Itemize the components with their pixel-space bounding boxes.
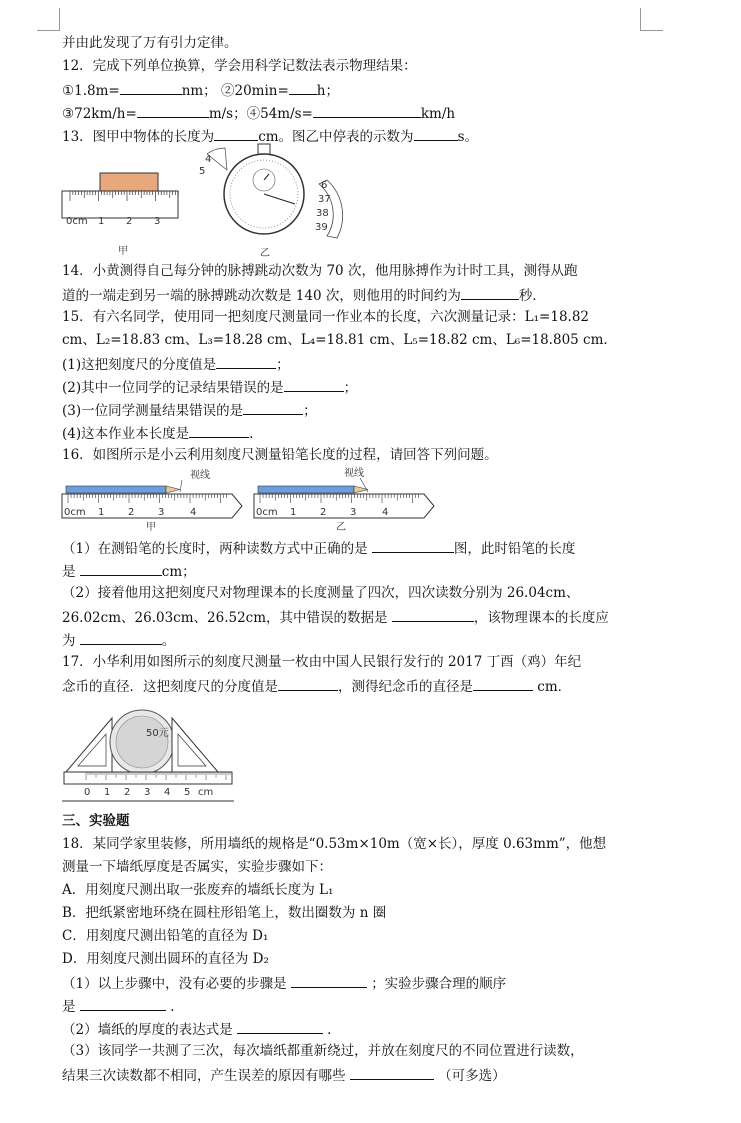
section-heading-experiments: 三、实验题 bbox=[62, 813, 130, 829]
question-16-2: （2）接着他用这把刻度尺对物理课本的长度测量了四次，四次读数分别为 26.04cm、 bbox=[62, 585, 580, 601]
tick-label: 6 bbox=[321, 180, 328, 191]
tick-label: 3 bbox=[144, 787, 151, 798]
tick-label: 2 bbox=[128, 507, 135, 518]
sightline-label: 视线 bbox=[190, 470, 210, 481]
step-b: B．把纸紧密地环绕在圆柱形铅笔上，数出圈数为 n 圈 bbox=[62, 905, 387, 921]
pencil bbox=[258, 486, 354, 493]
tick-label: 38 bbox=[316, 208, 329, 219]
tick-label: 2 bbox=[124, 787, 131, 798]
tick-label: 1 bbox=[98, 507, 105, 518]
question-18-3: （3）该同学一共测了三次，每次墙纸都重新绕过，并放在刻度尺的不同位置进行读数， bbox=[62, 1043, 584, 1059]
set-square-left bbox=[66, 718, 112, 772]
tick-label: 3 bbox=[350, 507, 357, 518]
answer-blank[interactable] bbox=[137, 103, 209, 118]
figure-13-stopwatch bbox=[195, 140, 360, 260]
tick-label: 0cm bbox=[256, 507, 278, 518]
crop-mark-top-right bbox=[640, 8, 663, 31]
figure-caption: 甲 bbox=[118, 246, 128, 257]
question-16: 16．如图所示是小云利用刻度尺测量铅笔长度的过程，请回答下列问题。 bbox=[62, 447, 498, 463]
question-15-cont: cm、L₂=18.83 cm、L₃=18.28 cm、L₄=18.81 cm、L₅=18.82 cm、L₆=18.805 cm． bbox=[62, 332, 617, 348]
answer-blank[interactable] bbox=[243, 400, 303, 415]
step-d: D．用刻度尺测出圆环的直径为 D₂ bbox=[62, 951, 269, 967]
question-18-cont: 测量一下墙纸厚度是否属实，实验步骤如下： bbox=[62, 859, 332, 875]
answer-blank[interactable] bbox=[237, 1019, 323, 1034]
question-15-3: (3)一位同学测量结果错误的是 ； bbox=[62, 400, 317, 420]
crop-mark-top-left bbox=[37, 8, 60, 31]
measured-block bbox=[100, 173, 158, 191]
ruler bbox=[254, 494, 434, 518]
answer-blank[interactable] bbox=[284, 377, 344, 392]
question-12: 12．完成下列单位换算，学会用科学记数法表示物理结果： bbox=[62, 58, 417, 74]
tick-label: 3 bbox=[158, 507, 165, 518]
answer-blank[interactable] bbox=[313, 103, 421, 118]
question-16-1: （1）在测铅笔的长度时，两种读数方式中正确的是 图，此时铅笔的长度 bbox=[62, 538, 575, 558]
figure-17-coin bbox=[60, 698, 240, 806]
question-18: 18．某同学家里装修，所用墙纸的规格是“0.53m×10m（宽×长），厚度 0.63mm”，他想 bbox=[62, 836, 607, 852]
set-square-right bbox=[172, 718, 218, 772]
stopwatch-crown bbox=[258, 144, 270, 154]
question-18-2: （2）墙纸的厚度的表达式是 . bbox=[62, 1019, 331, 1039]
tick-label: 37 bbox=[318, 194, 331, 205]
question-18-1: （1）以上步骤中，没有必要的步骤是 ；实验步骤合理的顺序 bbox=[62, 973, 506, 993]
answer-blank[interactable] bbox=[80, 561, 162, 576]
sightline-label: 视线 bbox=[344, 468, 364, 479]
figure-caption: 甲 bbox=[146, 522, 156, 532]
tick-label: 1 bbox=[98, 216, 105, 227]
answer-blank[interactable] bbox=[372, 538, 454, 553]
tick-label: 4 bbox=[164, 787, 171, 798]
tick-label: cm bbox=[198, 787, 214, 798]
question-15-1: (1)这把刻度尺的分度值是 ； bbox=[62, 354, 290, 374]
question-12-part2: ③72km/h= m/s；④54m/s= km/h bbox=[62, 103, 455, 123]
question-15-2: (2)其中一位同学的记录结果错误的是 ； bbox=[62, 377, 357, 397]
tick-label: 2 bbox=[126, 216, 133, 227]
figure-caption: 乙 bbox=[336, 522, 346, 532]
tick-label: 0cm bbox=[66, 216, 88, 227]
ruler bbox=[62, 494, 242, 518]
answer-blank[interactable] bbox=[289, 80, 317, 95]
answer-blank[interactable] bbox=[350, 1065, 434, 1080]
tick-label: 4 bbox=[190, 507, 197, 518]
tick-label: 1 bbox=[104, 787, 111, 798]
question-15: 15．有六名同学，使用同一把刻度尺测量同一作业本的长度，六次测量记录：L₁=18.82 bbox=[62, 309, 590, 325]
answer-blank[interactable] bbox=[80, 996, 166, 1011]
figure-16-pencils bbox=[60, 466, 440, 532]
tick-label: 0 bbox=[84, 787, 91, 798]
sightline bbox=[180, 480, 182, 492]
question-17: 17．小华利用如图所示的刻度尺测量一枚由中国人民银行发行的 2017 丁酉（鸡）年纪 bbox=[62, 654, 582, 670]
question-18-3-cont: 结果三次读数都不相同，产生误差的原因有哪些 （可多选） bbox=[62, 1065, 506, 1085]
tick-label: 3 bbox=[154, 216, 161, 227]
pencil-tip bbox=[166, 486, 180, 493]
step-a: A．用刻度尺测出取一张废弃的墙纸长度为 L₁ bbox=[62, 882, 334, 898]
pencil bbox=[66, 486, 166, 493]
figure-16-yi bbox=[254, 466, 434, 532]
coin-inner bbox=[116, 716, 168, 768]
answer-blank[interactable] bbox=[473, 676, 533, 691]
answer-blank[interactable] bbox=[80, 630, 162, 645]
question-14-cont: 道的一端走到另一端的脉搏跳动次数是 140 次，则他用的时间约为 秒． bbox=[62, 285, 546, 305]
figure-16-jia bbox=[62, 468, 242, 532]
step-c: C．用刻度尺测出铅笔的直径为 D₁ bbox=[62, 928, 269, 944]
coin-label: 50元 bbox=[146, 728, 169, 739]
answer-blank[interactable] bbox=[414, 126, 458, 141]
question-14: 14．小黄测得自己每分钟的脉搏跳动次数为 70 次，他用脉搏作为计时工具，测得从跑 bbox=[62, 263, 578, 279]
question-12-part1: ①1.8m= nm； ②20min= h； bbox=[62, 80, 339, 100]
figure-13-ruler bbox=[60, 148, 190, 258]
tick-label: 1 bbox=[290, 507, 297, 518]
answer-blank[interactable] bbox=[216, 354, 276, 369]
answer-blank[interactable] bbox=[214, 126, 258, 141]
tick-label: 39 bbox=[315, 222, 328, 233]
answer-blank[interactable] bbox=[392, 607, 474, 622]
tick-label: 4 bbox=[205, 154, 212, 165]
answer-blank[interactable] bbox=[278, 676, 338, 691]
ruler bbox=[62, 191, 178, 218]
tick-label: 2 bbox=[320, 507, 327, 518]
question-16-2-end: 为 。 bbox=[62, 630, 175, 650]
question-17-cont: 念币的直径．这把刻度尺的分度值是 ，测得纪念币的直径是 cm． bbox=[62, 676, 571, 696]
figure-caption: 乙 bbox=[260, 248, 270, 259]
pencil-tip bbox=[354, 486, 368, 493]
tick-label: 5 bbox=[199, 166, 206, 177]
tick-label: 4 bbox=[382, 507, 389, 518]
question-18-1-cont: 是 . bbox=[62, 996, 174, 1016]
tick-label: 0cm bbox=[64, 507, 86, 518]
question-13: 13．图甲中物体的长度为 cm。图乙中停表的示数为 s。 bbox=[62, 126, 478, 146]
tick-label: 5 bbox=[184, 787, 191, 798]
question-16-1-cont: 是 cm； bbox=[62, 561, 196, 581]
question-16-2-cont: 26.02cm、26.03cm、26.52cm，其中错误的数据是 ，该物理课本的长度应 bbox=[62, 607, 609, 627]
answer-blank[interactable] bbox=[461, 285, 519, 300]
text-line: 并由此发现了万有引力定律。 bbox=[62, 35, 238, 51]
answer-blank[interactable] bbox=[291, 973, 367, 988]
answer-blank[interactable] bbox=[120, 80, 182, 95]
question-15-4: (4)这本作业本长度是 . bbox=[62, 423, 253, 443]
answer-blank[interactable] bbox=[189, 423, 249, 438]
